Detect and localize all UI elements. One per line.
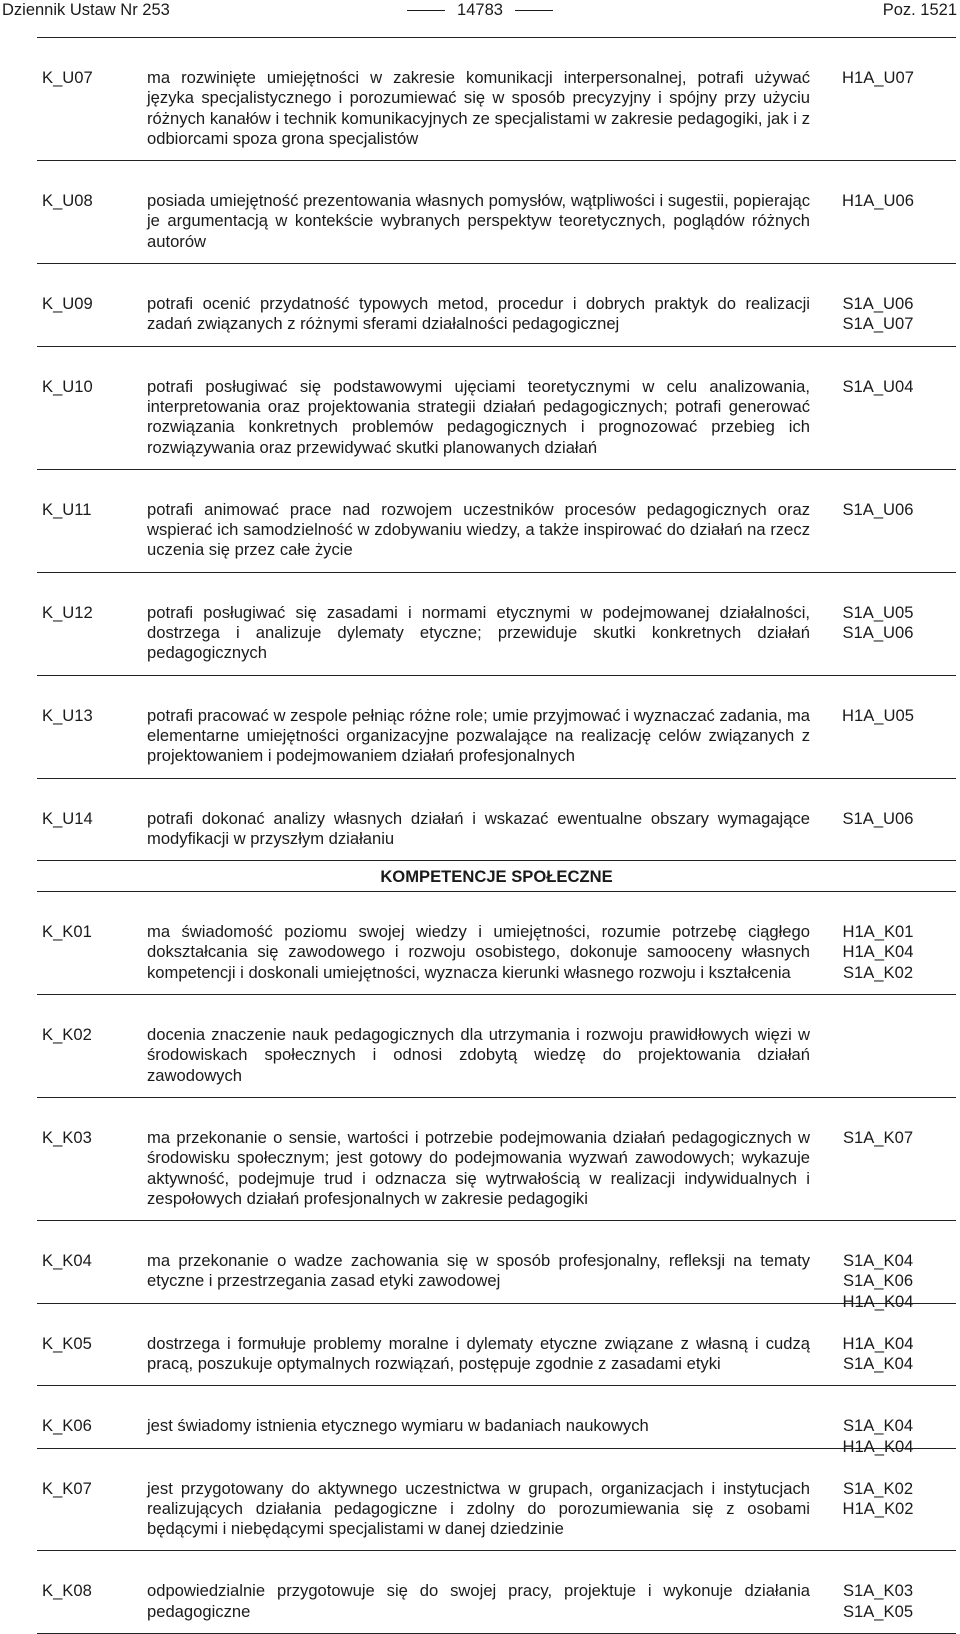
reference-code: S1A_K04 — [842, 1353, 914, 1373]
outcome-code: K_K07 — [42, 1478, 92, 1498]
outcome-code: K_U08 — [42, 191, 93, 211]
outcome-description: potrafi pracować w zespole pełniąc różne role; umie przyjmować i wyznaczać zadania, ma elementarne umiejętności organizacyjne pozwalające na realizację celów związanych z projektowaniem i podejmowaniem działań profesjonalnych — [147, 705, 810, 766]
reference-code: S1A_U07 — [842, 314, 914, 334]
reference-code: H1A_K04 — [842, 1291, 914, 1311]
reference-code: S1A_K04 — [842, 1251, 914, 1271]
reference-code: S1A_U06 — [842, 808, 914, 828]
outcome-references — [827, 706, 929, 726]
outcome-code: K_K08 — [42, 1581, 92, 1601]
table-row — [37, 779, 956, 862]
table-row — [37, 1221, 956, 1311]
table-row — [37, 1304, 956, 1387]
outcome-code: K_U11 — [42, 499, 92, 519]
table-row — [37, 676, 956, 779]
table-row — [37, 995, 956, 1098]
reference-code: H1A_K04 — [842, 1436, 914, 1456]
outcome-code: K_U12 — [42, 602, 93, 622]
outcome-references — [827, 500, 929, 520]
outcome-description: potrafi posługiwać się zasadami i normami etycznymi w podejmowanej działalności, dostrzega i analizuje dylematy etyczne; przewiduje skutki konkretnych działań pedagogicznych — [147, 602, 810, 663]
table-row — [37, 1449, 956, 1552]
outcome-references — [827, 68, 929, 88]
outcome-code: K_K01 — [42, 922, 92, 942]
outcome-references — [827, 922, 929, 983]
outcome-references — [827, 377, 929, 397]
page-number — [0, 0, 960, 20]
outcome-code: K_K02 — [42, 1025, 92, 1045]
page-number-text: 14783 — [457, 1, 503, 19]
reference-code: S1A_K07 — [842, 1127, 914, 1147]
outcome-code: K_K03 — [42, 1127, 92, 1147]
table-row — [37, 1098, 956, 1221]
outcome-references — [827, 1128, 929, 1148]
journal-title: Dziennik Ustaw Nr 253 — [2, 1, 170, 19]
table-row — [37, 1551, 956, 1634]
outcome-references — [827, 1334, 929, 1375]
position-number: Poz. 1521 — [882, 1, 957, 19]
reference-code: S1A_K05 — [842, 1601, 914, 1621]
dash-right — [515, 10, 553, 11]
table-row — [37, 264, 956, 347]
reference-code: H1A_K04 — [842, 1333, 914, 1353]
outcome-code: K_K06 — [42, 1416, 92, 1436]
competence-rows — [37, 892, 956, 1634]
reference-code: S1A_U04 — [842, 376, 914, 396]
skills-rows — [37, 38, 956, 861]
outcome-description: potrafi ocenić przydatność typowych metod, procedur i dobrych praktyk do realizacji zadań związanych z różnymi sferami działalności pedagogicznej — [147, 294, 810, 334]
reference-code: S1A_K04 — [842, 1416, 914, 1436]
outcome-references — [827, 294, 929, 335]
table-row — [37, 1386, 956, 1456]
outcome-references — [827, 1479, 929, 1520]
table-row — [37, 161, 956, 264]
outcome-description: dostrzega i formułuje problemy moralne i dylematy etyczne związane z własną i cudzą pracą, poszukuje optymalnych rozwiązań, postępuje zgodnie z zasadami etyki — [147, 1333, 810, 1373]
outcome-references — [827, 809, 929, 829]
outcome-description: jest świadomy istnienia etycznego wymiaru w badaniach naukowych — [147, 1416, 649, 1436]
table-row — [37, 347, 956, 470]
reference-code: H1A_U07 — [842, 68, 914, 87]
outcome-code: K_U13 — [42, 705, 93, 725]
outcome-description: ma rozwinięte umiejętności w zakresie komunikacji interpersonalnej, potrafi używać języka specjalistycznego i porozumiewać się w sposób precyzyjny i spójny przy użyciu różnych kanałów i technik komunikacyjnych ze specjalistami w zakresie pedagogiki, jak i z odbiorcami spoza grona specjalistów — [147, 68, 810, 148]
dash-left — [407, 10, 445, 11]
outcome-description: odpowiedzialnie przygotowuje się do swojej pracy, projektuje i wykonuje działania pedagogiczne — [147, 1581, 810, 1621]
outcome-description: ma świadomość poziomu swojej wiedzy i umiejętności, rozumie potrzebę ciągłego dokształcania się zawodowego i rozwoju osobistego, dokonuje samooceny własnych kompetencji i doskonali umiejętności, wyznacza kierunki własnego rozwoju i kształcenia — [147, 922, 810, 982]
outcome-description: ma przekonanie o sensie, wartości i potrzebie podejmowania działań pedagogicznych w środowisku społecznym; jest gotowy do podejmowania wyzwań zawodowych; wykazuje aktywność, podejmuje trud i odznacza się wytrwałością w realizacji indywidualnych i zespołowych działań profesjonalnych w zakresie pedagogiki — [147, 1127, 810, 1208]
page-header — [0, 0, 960, 30]
reference-code: S1A_U06 — [842, 623, 914, 643]
outcome-code: K_U10 — [42, 376, 93, 396]
reference-code: S1A_K02 — [842, 1478, 914, 1498]
outcome-description: docenia znaczenie nauk pedagogicznych dla utrzymania i rozwoju prawidłowych więzi w środowiskach społecznych i odnosi zdobytą wiedzę do projektowania działań zawodowych — [147, 1025, 810, 1085]
reference-code: S1A_K06 — [842, 1271, 914, 1291]
outcome-description: ma przekonanie o wadze zachowania się w sposób profesjonalny, refleksji na tematy etyczne i przestrzegania zasad etyki zawodowej — [147, 1251, 810, 1291]
reference-code: S1A_U06 — [842, 294, 914, 314]
section-heading: KOMPETENCJE SPOŁECZNE — [37, 861, 956, 892]
reference-code: S1A_U06 — [842, 499, 914, 519]
reference-code: H1A_U05 — [842, 705, 914, 725]
outcome-description: potrafi dokonać analizy własnych działań i wskazać ewentualne obszary wymagające modyfikacji w przyszłym działaniu — [147, 808, 810, 848]
table-row — [37, 38, 956, 161]
outcome-description: posiada umiejętność prezentowania własnych pomysłów, wątpliwości i sugestii, popierając je argumentacją w kontekście wybranych perspektyw teoretycznych, poglądów różnych autorów — [147, 191, 810, 251]
table-row — [37, 892, 956, 995]
reference-code: H1A_K04 — [842, 942, 914, 962]
outcome-references — [827, 191, 929, 211]
outcome-code: K_U09 — [42, 294, 93, 314]
outcome-references — [827, 603, 929, 644]
reference-code: H1A_K02 — [842, 1498, 914, 1518]
reference-code: S1A_K03 — [842, 1581, 914, 1601]
outcome-code: K_K04 — [42, 1251, 92, 1271]
table-row — [37, 573, 956, 676]
outcome-description: potrafi animować prace nad rozwojem uczestników procesów pedagogicznych oraz wspierać ich samodzielność w zdobywaniu wiedzy, a także inspirować do działań na rzecz uczenia się przez całe życie — [147, 499, 810, 560]
reference-code: H1A_U06 — [842, 191, 914, 211]
outcome-description: jest przygotowany do aktywnego uczestnictwa w grupach, organizacjach i instytucjach realizujących działania pedagogiczne i zdolny do porozumiewania się z osobami będącymi i niebędącymi specjalistami w danej dziedzinie — [147, 1478, 810, 1539]
outcome-code: K_U07 — [42, 68, 93, 87]
reference-code: S1A_U05 — [842, 602, 914, 622]
outcome-code: K_K05 — [42, 1333, 92, 1353]
reference-code: H1A_K01 — [842, 922, 914, 942]
outcome-code: K_U14 — [42, 808, 93, 828]
outcome-references — [827, 1581, 929, 1622]
table-row — [37, 470, 956, 573]
reference-code: S1A_K02 — [842, 962, 914, 982]
learning-outcomes-table — [37, 37, 956, 1634]
outcome-description: potrafi posługiwać się podstawowymi ujęciami teoretycznymi w celu analizowania, interpretowania oraz projektowania strategii działań pedagogicznych; potrafi generować rozwiązania konkretnych problemów pedagogicznych i prognozować przebieg ich rozwiązywania oraz przewidywać skutki planowanych działań — [147, 376, 810, 457]
